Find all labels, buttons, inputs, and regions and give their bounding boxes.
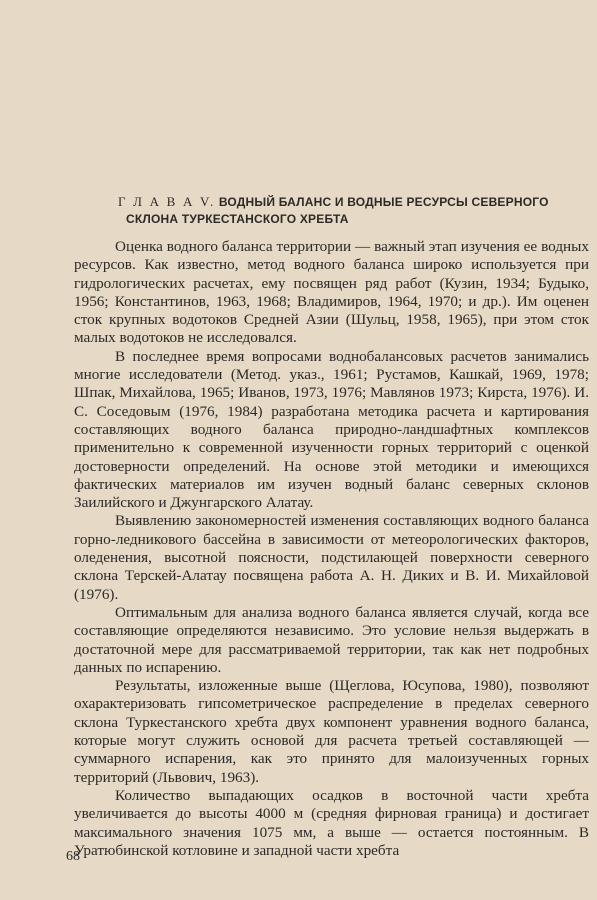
paragraph: Оценка водного баланса территории — важный этап изучения ее водных ресурсов. Как известно, метод водного баланса широко используется при гидрологических расчетах, ему посвящен ряд работ (Кузин, 1934; Будыко, 1956; Константинов, 1963, 1968; Владимиров, 1964, 1970; и др.). Им оценен сток крупных водотоков Средней Азии (Шульц, 1958, 1965), при этом сток малых водотоков не исследовался. bbox=[74, 238, 589, 347]
page-number: 68 bbox=[66, 849, 80, 864]
chapter-heading bbox=[118, 193, 588, 228]
paragraph: В последнее время вопросами воднобалансовых расчетов занимались многие исследователи (Метод. указ., 1961; Рустамов, Кашкай, 1969, 1978; Шпак, Михайлова, 1965; Иванов, 1973, 1976; Мавлянов 1973; Кирста, 1976). И. С. Соседовым (1976, 1984) разработана методика расчета и картирования составляющих водного баланса природно-ландшафтных комплексов применительно к современной изученности горных территорий с оценкой достоверности определений. На основе этой методики и имеющихся фактических материалов им изучен водный баланс северных склонов Заилийского и Джунгарского Алатау. bbox=[74, 347, 589, 512]
paragraph: Выявлению закономерностей изменения составляющих водного баланса горно-ледникового бассейна в зависимости от метеорологических факторов, оледенения, высотной поясности, подстилающей поверхности северного склона Терскей-Алатау посвящена работа А. Н. Диких и В. И. Михайловой (1976). bbox=[74, 512, 589, 603]
paragraph: Результаты, изложенные выше (Щеглова, Юсупова, 1980), позволяют охарактеризовать гипсометрическое распределение в пределах северного склона Туркестанского хребта двух компонент уравнения водного баланса, которые могут служить основой для расчета третьей составляющей — суммарного испарения, как это принято для малоизученных горных территорий (Львович, 1963). bbox=[74, 677, 589, 786]
chapter-label: Г Л А В А V. bbox=[118, 194, 216, 209]
chapter-title-line2: СКЛОНА ТУРКЕСТАНСКОГО ХРЕБТА bbox=[126, 212, 349, 226]
chapter-title-line1: ВОДНЫЙ БАЛАНС И ВОДНЫЕ РЕСУРСЫ СЕВЕРНОГО bbox=[218, 195, 549, 209]
paragraph: Оптимальным для анализа водного баланса является случай, когда все составляющие определяются независимо. Это условие нельзя выдержать в достаточной мере для рассматриваемой территории, так как нет подробных данных по испарению. bbox=[74, 603, 589, 676]
paragraph: Количество выпадающих осадков в восточной части хребта увеличивается до высоты 4000 м (средняя фирновая граница) и достигает максимального значения 1075 мм, а выше — остается постоянным. В Уратюбинской котловине и западной части хребта bbox=[74, 786, 589, 859]
body-text bbox=[74, 238, 589, 860]
